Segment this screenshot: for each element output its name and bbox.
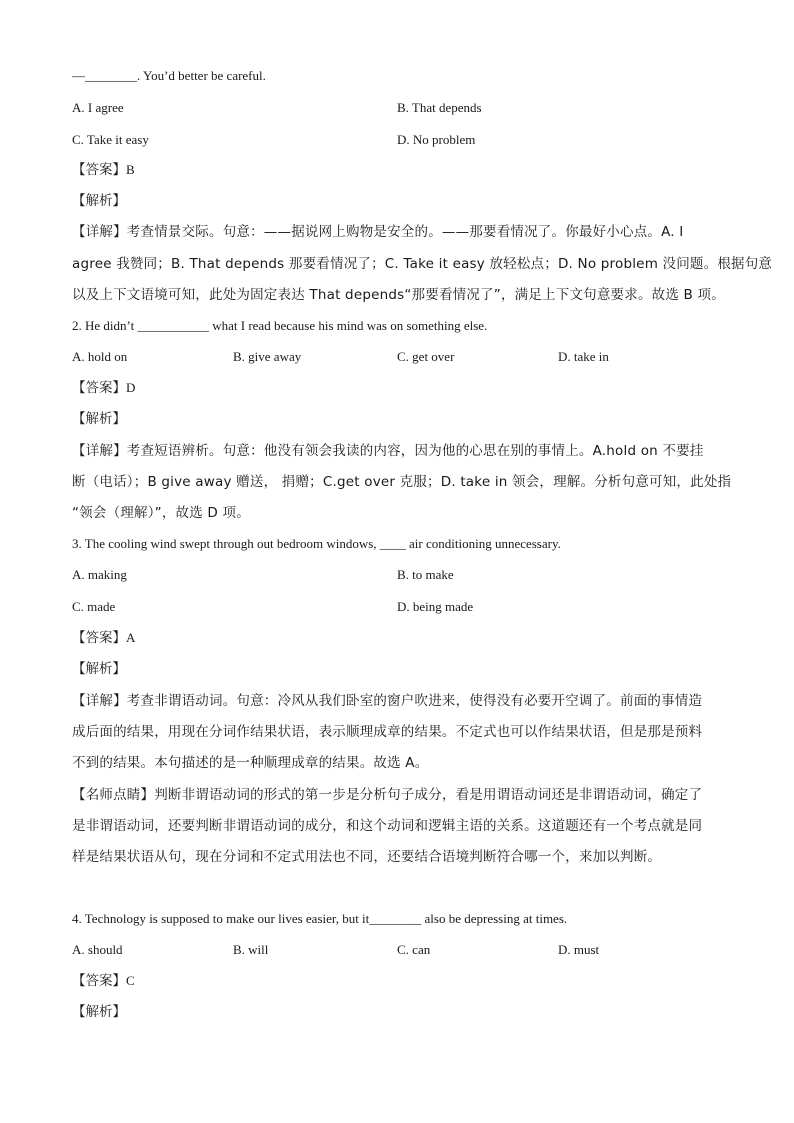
q2-analysis-tag: 【解析】	[72, 411, 126, 427]
q2-option-c: C. get over	[397, 349, 455, 364]
q1-stem: —________. You’d better be careful.	[72, 68, 266, 83]
q2-option-a: A. hold on	[72, 349, 128, 364]
q3-stem: 3. The cooling wind swept through out bedroom windows, ____ air conditioning unnecessary.	[72, 536, 561, 551]
q3-option-b: B. to make	[397, 567, 454, 582]
answer-tag: 【答案】	[72, 380, 126, 396]
q3-answer: A	[126, 630, 136, 645]
q3-tips-line-3: 样是结果状语从句，现在分词和不定式用法也不同，还要结合语境判断符合哪一个，来加以判断。	[72, 849, 662, 865]
q4-answer-row	[72, 972, 135, 990]
q2-detail-line-2: 断（电话）；B give away 赠送， 捐赠；C.get over 克服；D. take in 领会，理解。分析句意可知，此处指	[72, 474, 732, 490]
q1-detail-line-2: agree 我赞同；B. That depends 那要看情况了；C. Take it easy 放轻松点；D. No problem 没问题。根据句意	[72, 256, 773, 272]
q3-answer-row	[72, 629, 135, 647]
q4-option-b: B. will	[233, 942, 269, 957]
q1-answer-row	[72, 161, 135, 179]
q1-option-d: D. No problem	[397, 132, 476, 147]
q2-option-d: D. take in	[558, 349, 609, 364]
q1-option-b: B. That depends	[397, 100, 482, 115]
q4-option-c: C. can	[397, 942, 431, 957]
q4-analysis-tag: 【解析】	[72, 1004, 126, 1020]
q4-answer: C	[126, 973, 135, 988]
q3-analysis-tag: 【解析】	[72, 661, 126, 677]
q4-option-d: D. must	[558, 942, 600, 957]
q3-option-a: A. making	[72, 567, 127, 582]
q3-detail-line-1: 【详解】考查非谓语动词。句意：冷风从我们卧室的窗户吹进来，使得没有必要开空调了。前面的事情造	[72, 693, 703, 709]
q3-option-c: C. made	[72, 599, 116, 614]
q1-detail-line-3: 以及上下文语境可知，此处为固定表达 That depends“那要看情况了”，满足上下文句意要求。故选 B 项。	[72, 287, 725, 303]
q1-option-c: C. Take it easy	[72, 132, 149, 147]
q1-detail-line-1: 【详解】考查情景交际。句意：——据说网上购物是安全的。——那要看情况了。你最好小心点。A. I	[72, 224, 684, 240]
q4-option-a: A. should	[72, 942, 123, 957]
q2-option-b: B. give away	[233, 349, 302, 364]
q4-stem: 4. Technology is supposed to make our lives easier, but it________ also be depressing at times.	[72, 911, 568, 926]
q2-answer-row	[72, 379, 135, 397]
q1-option-a: A. I agree	[72, 100, 124, 115]
q3-tips-line-2: 是非谓语动词，还要判断非谓语动词的成分，和这个动词和逻辑主语的关系。这道题还有一个考点就是同	[72, 818, 703, 834]
answer-tag: 【答案】	[72, 630, 126, 646]
q2-answer: D	[126, 380, 136, 395]
q2-detail-line-3: “领会（理解）”，故选 D 项。	[72, 505, 250, 521]
q3-option-d: D. being made	[397, 599, 474, 614]
q1-analysis-tag: 【解析】	[72, 193, 126, 209]
q2-stem: 2. He didn’t ___________ what I read because his mind was on something else.	[72, 318, 488, 333]
q1-answer: B	[126, 162, 135, 177]
q3-detail-line-3: 不到的结果。本句描述的是一种顺理成章的结果。故选 A。	[72, 755, 429, 771]
q3-tips-line-1: 【名师点睛】判断非谓语动词的形式的第一步是分析句子成分，看是用谓语动词还是非谓语动词，确定了	[72, 787, 703, 803]
answer-tag: 【答案】	[72, 973, 126, 989]
q2-detail-line-1: 【详解】考查短语辨析。句意：他没有领会我读的内容，因为他的心思在别的事情上。A.hold on 不要挂	[72, 443, 704, 459]
q3-detail-line-2: 成后面的结果，用现在分词作结果状语，表示顺理成章的结果。不定式也可以作结果状语，但是那是预料	[72, 724, 703, 740]
answer-tag: 【答案】	[72, 162, 126, 178]
